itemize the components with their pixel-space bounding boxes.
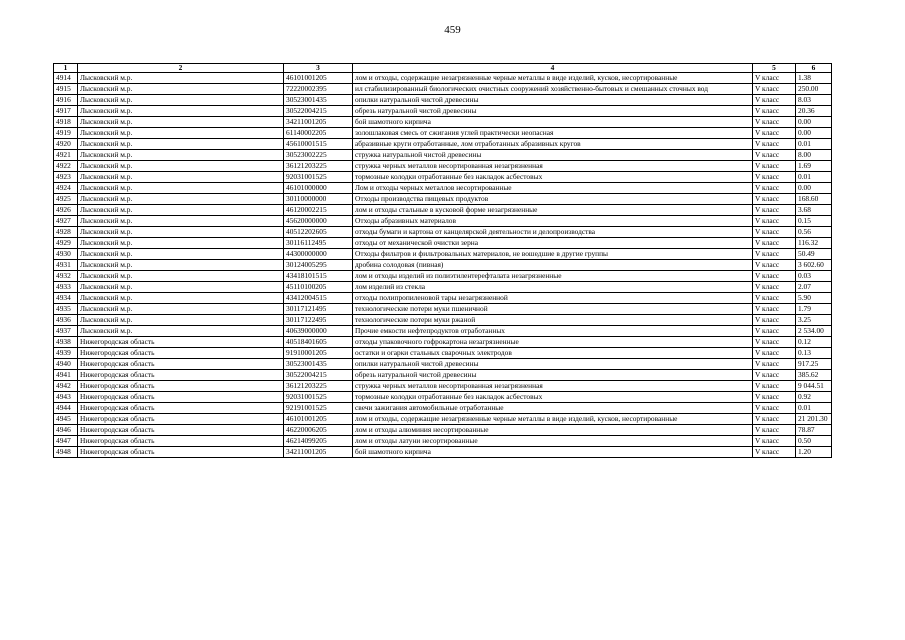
district-cell: Нижегородская область — [78, 447, 284, 458]
row-number-cell: 4948 — [54, 447, 78, 458]
district-cell: Лысковский м.р. — [78, 205, 284, 216]
amount-cell: 0.00 — [796, 183, 832, 194]
waste-code-cell: 30523001435 — [284, 95, 353, 106]
waste-name-cell: Отходы абразивных материалов — [353, 216, 753, 227]
waste-name-cell: опилки натуральной чистой древесины — [353, 95, 753, 106]
row-number-cell: 4947 — [54, 436, 78, 447]
waste-name-cell: тормозные колодки отработанные без накладок асбестовых — [353, 392, 753, 403]
row-number-cell: 4935 — [54, 304, 78, 315]
amount-cell: 8.03 — [796, 95, 832, 106]
row-number-cell: 4915 — [54, 84, 78, 95]
table-row — [54, 183, 832, 194]
waste-code-cell: 40512202605 — [284, 227, 353, 238]
waste-code-cell: 30117122495 — [284, 315, 353, 326]
hazard-class-cell: V класс — [753, 326, 796, 337]
waste-name-cell: стружка черных металлов несортированная незагрязненная — [353, 161, 753, 172]
row-number-cell: 4936 — [54, 315, 78, 326]
table-row — [54, 293, 832, 304]
table-row — [54, 194, 832, 205]
row-number-cell: 4919 — [54, 128, 78, 139]
hazard-class-cell: V класс — [753, 348, 796, 359]
amount-cell: 0.01 — [796, 139, 832, 150]
row-number-cell: 4940 — [54, 359, 78, 370]
row-number-cell: 4928 — [54, 227, 78, 238]
hazard-class-cell: V класс — [753, 337, 796, 348]
hazard-class-cell: V класс — [753, 139, 796, 150]
waste-name-cell: абразивные круги отработанные, лом отработанных абразивных кругов — [353, 139, 753, 150]
district-cell: Лысковский м.р. — [78, 183, 284, 194]
waste-code-cell: 45610001515 — [284, 139, 353, 150]
district-cell: Лысковский м.р. — [78, 315, 284, 326]
table-row — [54, 447, 832, 458]
row-number-cell: 4944 — [54, 403, 78, 414]
waste-name-cell: бой шамотного кирпича — [353, 117, 753, 128]
waste-name-cell: лом и отходы, содержащие незагрязненные черные металлы в виде изделий, кусков, несортированные — [353, 73, 753, 84]
table-row — [54, 315, 832, 326]
waste-name-cell: бой шамотного кирпича — [353, 447, 753, 458]
table-row — [54, 326, 832, 337]
row-number-cell: 4945 — [54, 414, 78, 425]
district-cell: Лысковский м.р. — [78, 271, 284, 282]
amount-cell: 0.13 — [796, 348, 832, 359]
page-number: 459 — [444, 24, 461, 36]
amount-cell: 3.25 — [796, 315, 832, 326]
amount-cell: 5.90 — [796, 293, 832, 304]
waste-code-cell: 45620000000 — [284, 216, 353, 227]
table-row — [54, 227, 832, 238]
waste-name-cell: Отходы производства пищевых продуктов — [353, 194, 753, 205]
row-number-cell: 4946 — [54, 425, 78, 436]
table-row — [54, 139, 832, 150]
hazard-class-cell: V класс — [753, 260, 796, 271]
table-row — [54, 414, 832, 425]
hazard-class-cell: V класс — [753, 150, 796, 161]
district-cell: Нижегородская область — [78, 337, 284, 348]
hazard-class-cell: V класс — [753, 392, 796, 403]
district-cell: Лысковский м.р. — [78, 249, 284, 260]
table-row — [54, 381, 832, 392]
district-cell: Лысковский м.р. — [78, 304, 284, 315]
hazard-class-cell: V класс — [753, 194, 796, 205]
amount-cell: 250.00 — [796, 84, 832, 95]
district-cell: Лысковский м.р. — [78, 282, 284, 293]
waste-name-cell: золошлаковая смесь от сжигания углей практически неопасная — [353, 128, 753, 139]
hazard-class-cell: V класс — [753, 403, 796, 414]
table-row — [54, 216, 832, 227]
waste-name-cell: технологические потери муки ржаной — [353, 315, 753, 326]
row-number-cell: 4926 — [54, 205, 78, 216]
row-number-cell: 4925 — [54, 194, 78, 205]
waste-code-cell: 30117121495 — [284, 304, 353, 315]
waste-code-cell: 46214099205 — [284, 436, 353, 447]
column-header-district: 2 — [78, 64, 284, 73]
row-number-cell: 4930 — [54, 249, 78, 260]
district-cell: Нижегородская область — [78, 392, 284, 403]
waste-name-cell: лом изделий из стекла — [353, 282, 753, 293]
hazard-class-cell: V класс — [753, 84, 796, 95]
table-row — [54, 117, 832, 128]
waste-code-cell: 91910001205 — [284, 348, 353, 359]
amount-cell: 0.00 — [796, 128, 832, 139]
row-number-cell: 4937 — [54, 326, 78, 337]
table-body — [54, 73, 832, 458]
column-header-waste-name: 4 — [353, 64, 753, 73]
amount-cell: 3.68 — [796, 205, 832, 216]
table-row — [54, 337, 832, 348]
waste-code-cell: 46120002215 — [284, 205, 353, 216]
amount-cell: 1.79 — [796, 304, 832, 315]
hazard-class-cell: V класс — [753, 73, 796, 84]
hazard-class-cell: V класс — [753, 172, 796, 183]
waste-name-cell: лом и отходы алюминия несортированные — [353, 425, 753, 436]
hazard-class-cell: V класс — [753, 205, 796, 216]
waste-name-cell: Лом и отходы черных металлов несортированные — [353, 183, 753, 194]
district-cell: Нижегородская область — [78, 348, 284, 359]
table-row — [54, 150, 832, 161]
column-header-number: 1 — [54, 64, 78, 73]
waste-code-cell: 30124005295 — [284, 260, 353, 271]
waste-code-cell: 46101001205 — [284, 73, 353, 84]
hazard-class-cell: V класс — [753, 106, 796, 117]
row-number-cell: 4927 — [54, 216, 78, 227]
amount-cell: 0.03 — [796, 271, 832, 282]
table-row — [54, 73, 832, 84]
district-cell: Лысковский м.р. — [78, 106, 284, 117]
hazard-class-cell: V класс — [753, 447, 796, 458]
district-cell: Лысковский м.р. — [78, 117, 284, 128]
district-cell: Нижегородская область — [78, 359, 284, 370]
waste-register-table — [53, 63, 832, 458]
waste-name-cell: Отходы фильтров и фильтровальных материалов, не вошедшие в другие группы — [353, 249, 753, 260]
table-row — [54, 161, 832, 172]
row-number-cell: 4933 — [54, 282, 78, 293]
district-cell: Лысковский м.р. — [78, 172, 284, 183]
row-number-cell: 4932 — [54, 271, 78, 282]
district-cell: Лысковский м.р. — [78, 238, 284, 249]
waste-name-cell: лом и отходы латуни несортированные — [353, 436, 753, 447]
table-row — [54, 392, 832, 403]
district-cell: Лысковский м.р. — [78, 194, 284, 205]
district-cell: Нижегородская область — [78, 381, 284, 392]
amount-cell: 0.00 — [796, 117, 832, 128]
table-row — [54, 348, 832, 359]
row-number-cell: 4938 — [54, 337, 78, 348]
amount-cell: 20.36 — [796, 106, 832, 117]
district-cell: Нижегородская область — [78, 425, 284, 436]
amount-cell: 0.01 — [796, 403, 832, 414]
amount-cell: 0.12 — [796, 337, 832, 348]
hazard-class-cell: V класс — [753, 304, 796, 315]
waste-name-cell: обрезь натуральной чистой древесины — [353, 106, 753, 117]
amount-cell: 385.62 — [796, 370, 832, 381]
waste-name-cell: лом и отходы стальные в кусковой форме незагрязненные — [353, 205, 753, 216]
district-cell: Лысковский м.р. — [78, 260, 284, 271]
row-number-cell: 4920 — [54, 139, 78, 150]
hazard-class-cell: V класс — [753, 282, 796, 293]
row-number-cell: 4921 — [54, 150, 78, 161]
table-row — [54, 128, 832, 139]
waste-code-cell: 45110100205 — [284, 282, 353, 293]
waste-name-cell: отходы от механической очистки зерна — [353, 238, 753, 249]
waste-code-cell: 30522004215 — [284, 106, 353, 117]
district-cell: Лысковский м.р. — [78, 161, 284, 172]
amount-cell: 50.49 — [796, 249, 832, 260]
hazard-class-cell: V класс — [753, 425, 796, 436]
waste-name-cell: обрезь натуральной чистой древесины — [353, 370, 753, 381]
row-number-cell: 4929 — [54, 238, 78, 249]
waste-name-cell: ил стабилизированный биологических очистных сооружений хозяйственно-бытовых и смешанных сточных вод — [353, 84, 753, 95]
waste-code-cell: 36121203225 — [284, 161, 353, 172]
waste-code-cell: 36121203225 — [284, 381, 353, 392]
waste-name-cell: отходы упаковочного гофрокартона незагрязненные — [353, 337, 753, 348]
row-number-cell: 4914 — [54, 73, 78, 84]
amount-cell: 21 201.30 — [796, 414, 832, 425]
hazard-class-cell: V класс — [753, 238, 796, 249]
waste-code-cell: 44300000000 — [284, 249, 353, 260]
hazard-class-cell: V класс — [753, 183, 796, 194]
waste-code-cell: 30523002225 — [284, 150, 353, 161]
table-row — [54, 282, 832, 293]
table-row — [54, 238, 832, 249]
amount-cell: 1.38 — [796, 73, 832, 84]
table-row — [54, 172, 832, 183]
waste-name-cell: тормозные колодки отработанные без накладок асбестовых — [353, 172, 753, 183]
row-number-cell: 4924 — [54, 183, 78, 194]
row-number-cell: 4916 — [54, 95, 78, 106]
row-number-cell: 4942 — [54, 381, 78, 392]
district-cell: Нижегородская область — [78, 436, 284, 447]
table-header — [54, 64, 832, 73]
amount-cell: 0.56 — [796, 227, 832, 238]
waste-code-cell: 43418101515 — [284, 271, 353, 282]
table-row — [54, 260, 832, 271]
table-row — [54, 205, 832, 216]
row-number-cell: 4943 — [54, 392, 78, 403]
amount-cell: 917.25 — [796, 359, 832, 370]
waste-code-cell: 34211001205 — [284, 447, 353, 458]
row-number-cell: 4939 — [54, 348, 78, 359]
waste-code-cell: 46101001205 — [284, 414, 353, 425]
table-row — [54, 95, 832, 106]
waste-name-cell: Прочие емкости нефтепродуктов отработанных — [353, 326, 753, 337]
waste-code-cell: 34211001205 — [284, 117, 353, 128]
amount-cell: 0.92 — [796, 392, 832, 403]
district-cell: Лысковский м.р. — [78, 227, 284, 238]
district-cell: Лысковский м.р. — [78, 293, 284, 304]
row-number-cell: 4934 — [54, 293, 78, 304]
waste-code-cell: 40518401605 — [284, 337, 353, 348]
district-cell: Нижегородская область — [78, 414, 284, 425]
hazard-class-cell: V класс — [753, 249, 796, 260]
amount-cell: 3 602.60 — [796, 260, 832, 271]
waste-code-cell: 30110000000 — [284, 194, 353, 205]
amount-cell: 9 044.51 — [796, 381, 832, 392]
waste-code-cell: 61140002205 — [284, 128, 353, 139]
table-row — [54, 249, 832, 260]
row-number-cell: 4917 — [54, 106, 78, 117]
waste-code-cell: 72220002395 — [284, 84, 353, 95]
amount-cell: 116.32 — [796, 238, 832, 249]
waste-code-cell: 46101000000 — [284, 183, 353, 194]
waste-code-cell: 43412004515 — [284, 293, 353, 304]
hazard-class-cell: V класс — [753, 128, 796, 139]
waste-code-cell: 30522004215 — [284, 370, 353, 381]
district-cell: Лысковский м.р. — [78, 84, 284, 95]
waste-name-cell: остатки и огарки стальных сварочных электродов — [353, 348, 753, 359]
hazard-class-cell: V класс — [753, 293, 796, 304]
waste-name-cell: лом и отходы, содержащие незагрязненные черные металлы в виде изделий, кусков, несортированные — [353, 414, 753, 425]
column-header-hazard-class: 5 — [753, 64, 796, 73]
amount-cell: 1.69 — [796, 161, 832, 172]
hazard-class-cell: V класс — [753, 271, 796, 282]
hazard-class-cell: V класс — [753, 315, 796, 326]
waste-code-cell: 40639000000 — [284, 326, 353, 337]
column-header-amount: 6 — [796, 64, 832, 73]
table-row — [54, 425, 832, 436]
table-row — [54, 436, 832, 447]
hazard-class-cell: V класс — [753, 414, 796, 425]
waste-name-cell: стружка черных металлов несортированная незагрязненная — [353, 381, 753, 392]
amount-cell: 0.01 — [796, 172, 832, 183]
waste-code-cell: 92191001525 — [284, 403, 353, 414]
hazard-class-cell: V класс — [753, 381, 796, 392]
district-cell: Лысковский м.р. — [78, 73, 284, 84]
waste-code-cell: 92031001525 — [284, 392, 353, 403]
amount-cell: 8.00 — [796, 150, 832, 161]
district-cell: Лысковский м.р. — [78, 216, 284, 227]
row-number-cell: 4922 — [54, 161, 78, 172]
district-cell: Нижегородская область — [78, 370, 284, 381]
district-cell: Нижегородская область — [78, 403, 284, 414]
district-cell: Лысковский м.р. — [78, 139, 284, 150]
waste-name-cell: лом и отходы изделий из полиэтилентерефталата незагрязненные — [353, 271, 753, 282]
waste-name-cell: отходы полипропиленовой тары незагрязненной — [353, 293, 753, 304]
table-row — [54, 304, 832, 315]
amount-cell: 1.20 — [796, 447, 832, 458]
table-row — [54, 84, 832, 95]
amount-cell: 78.87 — [796, 425, 832, 436]
table-row — [54, 370, 832, 381]
hazard-class-cell: V класс — [753, 370, 796, 381]
waste-code-cell: 30523001435 — [284, 359, 353, 370]
waste-name-cell: свечи зажигания автомобильные отработанные — [353, 403, 753, 414]
waste-code-cell: 92031001525 — [284, 172, 353, 183]
amount-cell: 2 534.00 — [796, 326, 832, 337]
hazard-class-cell: V класс — [753, 117, 796, 128]
district-cell: Лысковский м.р. — [78, 150, 284, 161]
hazard-class-cell: V класс — [753, 216, 796, 227]
hazard-class-cell: V класс — [753, 359, 796, 370]
waste-code-cell: 46220006205 — [284, 425, 353, 436]
district-cell: Лысковский м.р. — [78, 128, 284, 139]
amount-cell: 168.60 — [796, 194, 832, 205]
waste-name-cell: отходы бумаги и картона от канцелярской деятельности и делопроизводства — [353, 227, 753, 238]
row-number-cell: 4918 — [54, 117, 78, 128]
amount-cell: 2.07 — [796, 282, 832, 293]
district-cell: Лысковский м.р. — [78, 326, 284, 337]
hazard-class-cell: V класс — [753, 227, 796, 238]
table-row — [54, 271, 832, 282]
waste-code-cell: 30116112495 — [284, 238, 353, 249]
waste-name-cell: опилки натуральной чистой древесины — [353, 359, 753, 370]
waste-name-cell: дробина солодовая (пивная) — [353, 260, 753, 271]
table-row — [54, 106, 832, 117]
table-row — [54, 403, 832, 414]
waste-name-cell: стружка натуральной чистой древесины — [353, 150, 753, 161]
amount-cell: 0.15 — [796, 216, 832, 227]
hazard-class-cell: V класс — [753, 95, 796, 106]
waste-name-cell: технологические потери муки пшеничной — [353, 304, 753, 315]
column-header-code: 3 — [284, 64, 353, 73]
row-number-cell: 4923 — [54, 172, 78, 183]
row-number-cell: 4941 — [54, 370, 78, 381]
district-cell: Лысковский м.р. — [78, 95, 284, 106]
amount-cell: 0.50 — [796, 436, 832, 447]
row-number-cell: 4931 — [54, 260, 78, 271]
table-row — [54, 359, 832, 370]
hazard-class-cell: V класс — [753, 161, 796, 172]
hazard-class-cell: V класс — [753, 436, 796, 447]
header-row — [54, 64, 832, 73]
